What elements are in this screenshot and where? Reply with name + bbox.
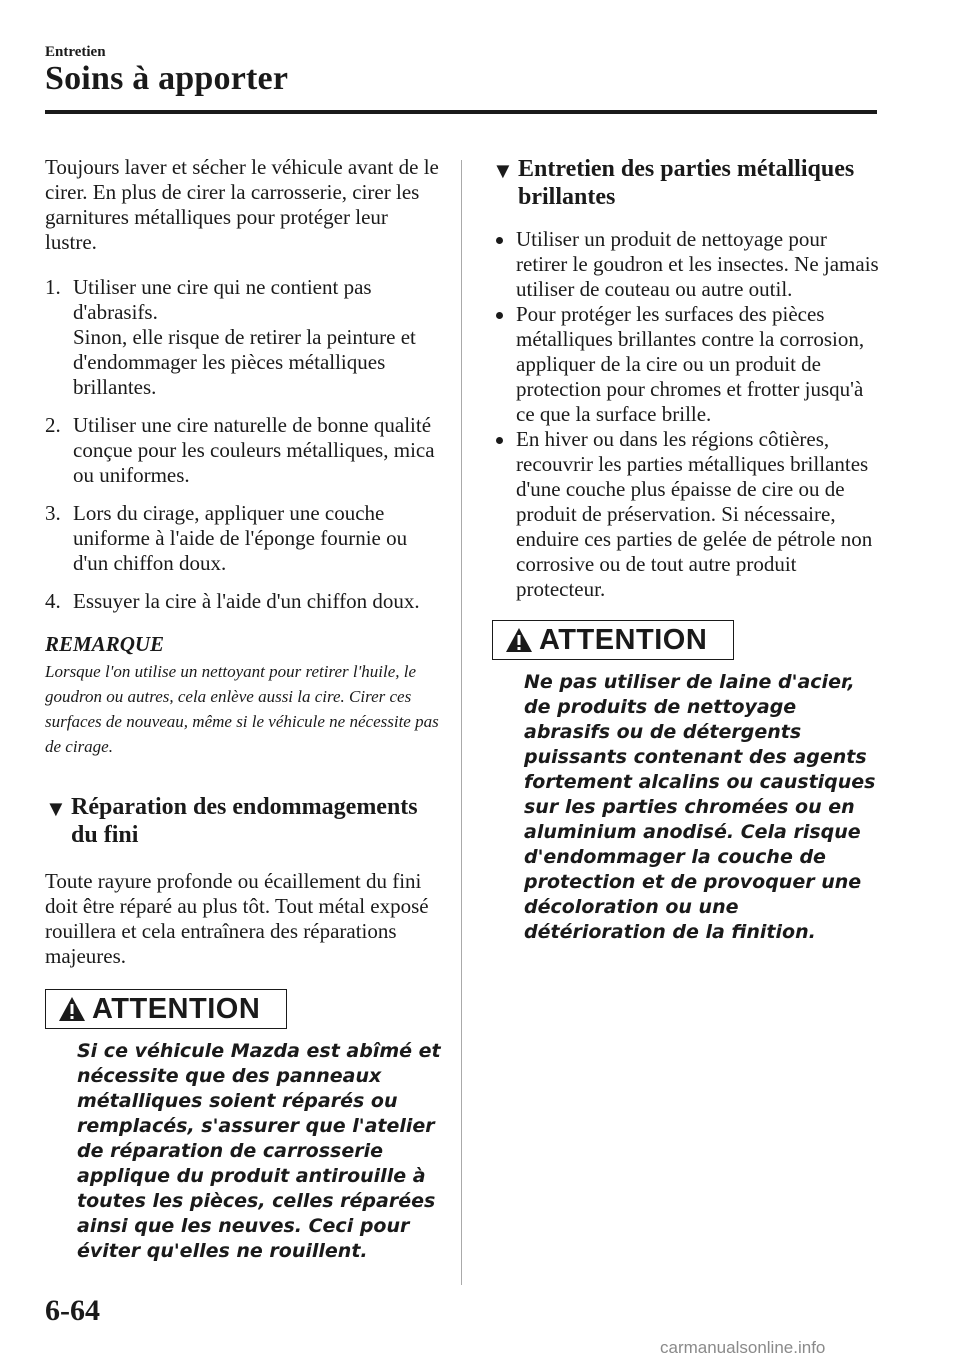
- step-number: 2.: [45, 413, 61, 437]
- triangle-down-icon: ▼: [45, 796, 67, 821]
- triangle-down-icon: ▼: [492, 158, 514, 183]
- watermark: carmanualsonline.info: [660, 1338, 826, 1357]
- note-title: REMARQUE: [45, 632, 165, 656]
- section-heading-repair: [45, 793, 445, 849]
- section-label: Entretien: [45, 44, 106, 60]
- list-item: [45, 275, 445, 400]
- list-item: [45, 413, 445, 488]
- bullet-icon: [496, 312, 503, 319]
- attention-box: [492, 620, 734, 660]
- step-text: Lors du cirage, appliquer une couche uniforme à l'aide de l'éponge fournie ou d'un chiffon doux.: [73, 501, 408, 575]
- section-heading-text: Entretien des parties métalliques brillantes: [518, 156, 855, 210]
- section-heading-bright-metal: [492, 155, 882, 211]
- page-number: 6-64: [45, 1294, 100, 1327]
- list-item: [45, 589, 445, 614]
- care-bullets-list: [492, 227, 882, 602]
- attention-box: [45, 989, 287, 1029]
- list-item: [492, 427, 882, 602]
- page-title: Soins à apporter: [45, 60, 289, 97]
- bullet-text: En hiver ou dans les régions côtières, recouvrir les parties métalliques brillantes d'une couche plus épaisse de cire ou de produit de préservation. Si nécessaire, enduire ces parties de gelée de pétrole non corrosive ou de tout autre produit protecteur.: [516, 427, 873, 601]
- attention-text: Si ce véhicule Mazda est abîmé et nécessite que des panneaux métalliques soient réparés ou remplacés, s'assurer que l'atelier de réparation de carrosserie applique du produit antirouille à toutes les pièces, celles réparées ainsi que les neuves. Ceci pour éviter qu'elles ne rouillent.: [77, 1040, 441, 1262]
- step-text: Utiliser une cire naturelle de bonne qualité conçue pour les couleurs métalliques, mica ou uniformes.: [73, 413, 435, 487]
- bullet-icon: [496, 237, 503, 244]
- bullet-text: Utiliser un produit de nettoyage pour retirer le goudron et les insectes. Ne jamais utiliser de couteau ou autre outil.: [516, 227, 879, 301]
- warning-triangle-icon: [58, 996, 86, 1022]
- bullet-icon: [496, 437, 503, 444]
- intro-paragraph: Toujours laver et sécher le véhicule avant de le cirer. En plus de cirer la carrosserie, cirer les garnitures métalliques pour protéger leur lustre.: [45, 155, 439, 254]
- attention-label: ATTENTION: [92, 992, 261, 1025]
- header-rule: [45, 110, 877, 114]
- attention-label: ATTENTION: [539, 623, 708, 656]
- bullet-text: Pour protéger les surfaces des pièces métalliques brillantes contre la corrosion, appliquer de la cire ou un produit de protection pour chromes et frotter jusqu'à ce que la surface brille.: [516, 302, 865, 426]
- attention-text: Ne pas utiliser de laine d'acier, de produits de nettoyage abrasifs ou de détergents puissants contenant des agents fortement alcalins ou caustiques sur les parties chromées ou en aluminium anodisé. Cela risque d'endommager la couche de protection et de provoquer une décoloration ou une détérioration de la finition.: [524, 671, 876, 943]
- list-item: [492, 227, 882, 302]
- step-extra: Sinon, elle risque de retirer la peinture et d'endommager les pièces métalliques brillantes.: [73, 325, 416, 399]
- column-divider: [461, 160, 462, 1285]
- wax-steps-list: [45, 275, 445, 614]
- step-number: 4.: [45, 589, 61, 613]
- right-column: [492, 155, 882, 945]
- note-text: Lorsque l'on utilise un nettoyant pour retirer l'huile, le goudron ou autres, cela enlève aussi la cire. Cirer ces surfaces de nouveau, même si le véhicule ne nécessite pas de cirage.: [45, 662, 439, 756]
- left-column: [45, 155, 445, 1264]
- list-item: [45, 501, 445, 576]
- step-number: 1.: [45, 275, 61, 299]
- section-heading-text: Réparation des endommagements du fini: [71, 794, 418, 848]
- step-number: 3.: [45, 501, 61, 525]
- repair-paragraph: Toute rayure profonde ou écaillement du fini doit être réparé au plus tôt. Tout métal exposé rouillera et cela entraînera des réparations majeures.: [45, 869, 429, 968]
- warning-triangle-icon: [505, 627, 533, 653]
- step-text: Utiliser une cire qui ne contient pas d'abrasifs.: [73, 275, 372, 324]
- step-text: Essuyer la cire à l'aide d'un chiffon doux.: [73, 589, 420, 613]
- list-item: [492, 302, 882, 427]
